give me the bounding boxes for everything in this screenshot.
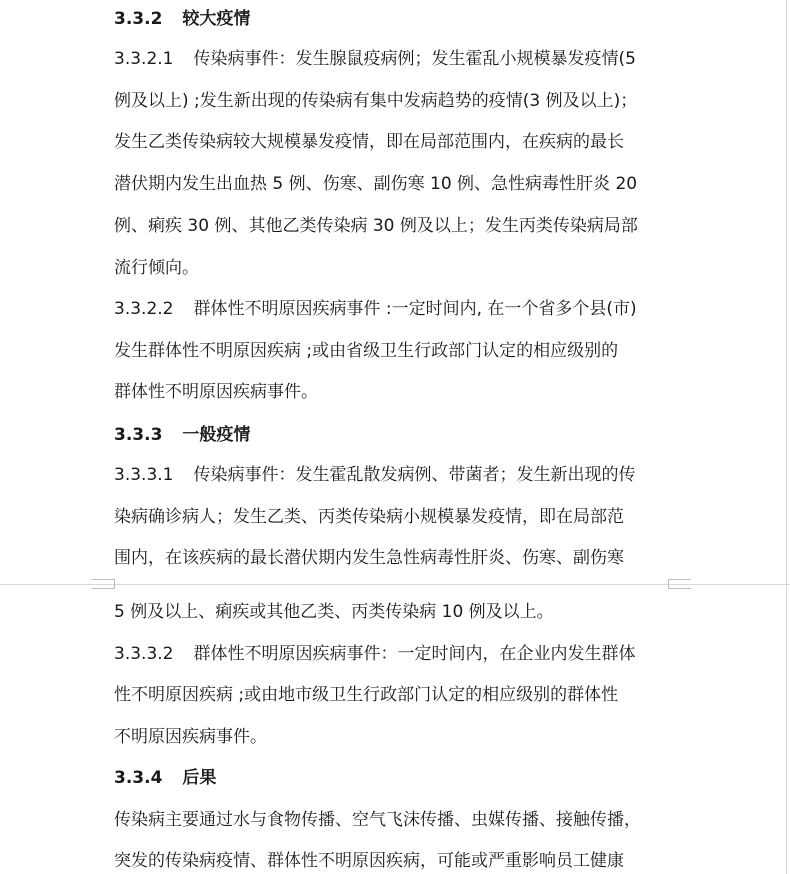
paragraph-line: [114, 642, 674, 666]
clause-number: 3.3.3.2: [114, 644, 174, 664]
page-edge-rule: [786, 0, 787, 874]
section-title: 后果: [182, 768, 217, 788]
paragraph-line: [114, 47, 674, 71]
paragraph-line: [114, 463, 674, 487]
clause-text: 传染病事件：发生霍乱散发病例、带菌者；发生新出现的传: [193, 465, 636, 485]
section-number: 3.3.2: [114, 9, 163, 29]
section-heading: [114, 7, 674, 31]
section-number: 3.3.4: [114, 768, 163, 788]
paragraph-line: 染病确诊病人；发生乙类、丙类传染病小规模暴发疫情，即在局部范: [114, 507, 624, 527]
paragraph-line: 围内，在该疾病的最长潜伏期内发生急性病毒性肝炎、伤寒、副伤寒: [114, 548, 624, 568]
section-title: 较大疫情: [182, 9, 251, 29]
page-corner-mark: [92, 579, 115, 589]
section-heading: [114, 766, 674, 790]
paragraph-line: [114, 297, 674, 321]
paragraph-line: 群体性不明原因疾病事件。: [114, 382, 318, 402]
paragraph-line: 例、痢疾 30 例、其他乙类传染病 30 例及以上；发生丙类传染病局部: [114, 216, 638, 236]
paragraph-line: 潜伏期内发生出血热 5 例、伤寒、副伤寒 10 例、急性病毒性肝炎 20: [114, 174, 638, 194]
clause-text: 传染病事件：发生腺鼠疫病例；发生霍乱小规模暴发疫情(5: [193, 49, 636, 69]
section-title: 一般疫情: [182, 425, 251, 445]
paragraph-line: 不明原因疾病事件。: [114, 727, 267, 747]
clause-number: 3.3.3.1: [114, 465, 174, 485]
section-number: 3.3.3: [114, 425, 163, 445]
paragraph-line: 例及以上) ;发生新出现的传染病有集中发病趋势的疫情(3 例及以上)；: [114, 91, 638, 111]
paragraph-line: 突发的传染病疫情、群体性不明原因疾病，可能或严重影响员工健康: [114, 851, 624, 871]
clause-number: 3.3.2.2: [114, 299, 174, 319]
clause-text: 群体性不明原因疾病事件 :一定时间内, 在一个省多个县(市): [193, 299, 637, 319]
paragraph-line: 发生乙类传染病较大规模暴发疫情，即在局部范围内，在疾病的最长: [114, 132, 624, 152]
paragraph-line: 流行倾向。: [114, 258, 199, 278]
clause-text: 群体性不明原因疾病事件：一定时间内，在企业内发生群体: [193, 644, 636, 664]
paragraph-line: 传染病主要通过水与食物传播、空气飞沫传播、虫媒传播、接触传播，: [114, 810, 641, 830]
section-heading: [114, 423, 674, 447]
page-corner-mark: [668, 579, 691, 589]
paragraph-line: 发生群体性不明原因疾病 ;或由省级卫生行政部门认定的相应级别的: [114, 341, 619, 361]
clause-number: 3.3.2.1: [114, 49, 174, 69]
paragraph-line: 5 例及以上、痢疾或其他乙类、丙类传染病 10 例及以上。: [114, 602, 554, 622]
paragraph-line: 性不明原因疾病 ;或由地市级卫生行政部门认定的相应级别的群体性: [114, 685, 619, 705]
